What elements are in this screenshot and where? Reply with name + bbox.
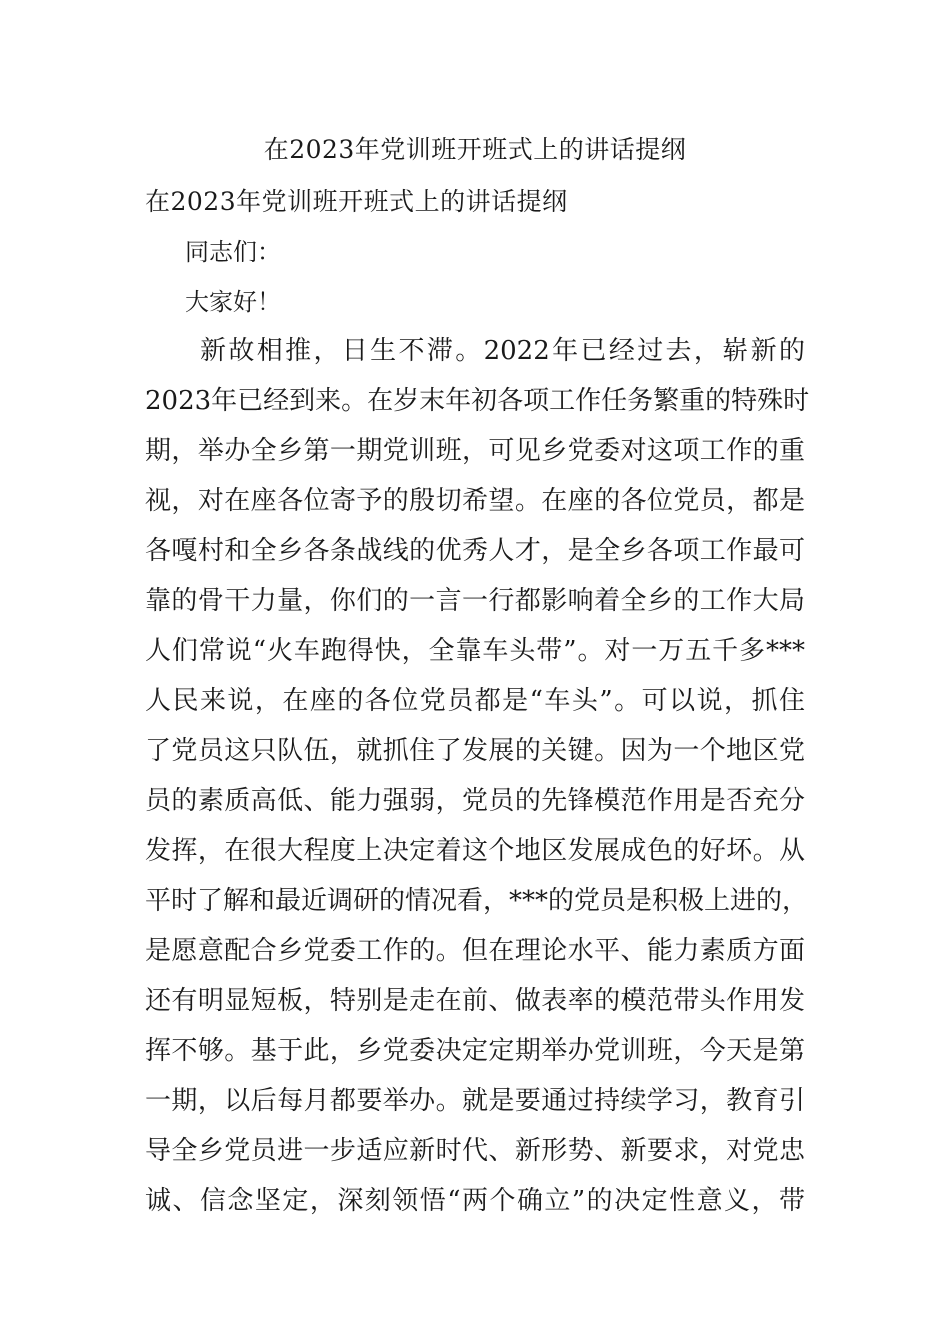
paragraph-line: 平时了解和最近调研的情况看，***的党员是积极上进的， [145,886,809,916]
paragraph-line: 了党员这只队伍，就抓住了发展的关键。因为一个地区党 [145,736,805,766]
paragraph-line: 靠的骨干力量，你们的一言一行都影响着全乡的工作大局 [145,586,805,616]
greeting: 大家好！ [185,288,281,316]
paragraph-line: 期，举办全乡第一期党训班，可见乡党委对这项工作的重 [145,436,805,466]
paragraph-line: 各嘎村和全乡各条战线的优秀人才，是全乡各项工作最可 [145,536,805,566]
salutation: 同志们： [185,238,281,266]
paragraph-line: 发挥，在很大程度上决定着这个地区发展成色的好坏。从 [145,836,805,866]
paragraph-line: 一期，以后每月都要举办。就是要通过持续学习，教育引 [145,1086,805,1116]
paragraph-line: 视，对在座各位寄予的殷切希望。在座的各位党员，都是 [145,486,805,516]
paragraph-line: 新故相推，日生不滞。2022年已经过去，崭新的 [200,336,805,366]
paragraph-line: 导全乡党员进一步适应新时代、新形势、新要求，对党忠 [145,1136,805,1166]
paragraph-line: 2023年已经到来。在岁末年初各项工作任务繁重的特殊时 [145,386,810,416]
document-subtitle: 在2023年党训班开班式上的讲话提纲 [145,187,568,216]
paragraph-line: 还有明显短板，特别是走在前、做表率的模范带头作用发 [145,986,805,1016]
paragraph-line: 是愿意配合乡党委工作的。但在理论水平、能力素质方面 [145,936,805,966]
paragraph-line: 人民来说，在座的各位党员都是“车头”。可以说，抓住 [145,686,805,716]
paragraph-line: 挥不够。基于此，乡党委决定定期举办党训班，今天是第 [145,1036,805,1066]
paragraph-line: 人们常说“火车跑得快，全靠车头带”。对一万五千多*** [145,636,805,666]
paragraph-line: 员的素质高低、能力强弱，党员的先锋模范作用是否充分 [145,786,805,816]
document-title: 在2023年党训班开班式上的讲话提纲 [263,135,687,164]
paragraph-line: 诚、信念坚定，深刻领悟“两个确立”的决定性意义，带 [145,1186,805,1216]
